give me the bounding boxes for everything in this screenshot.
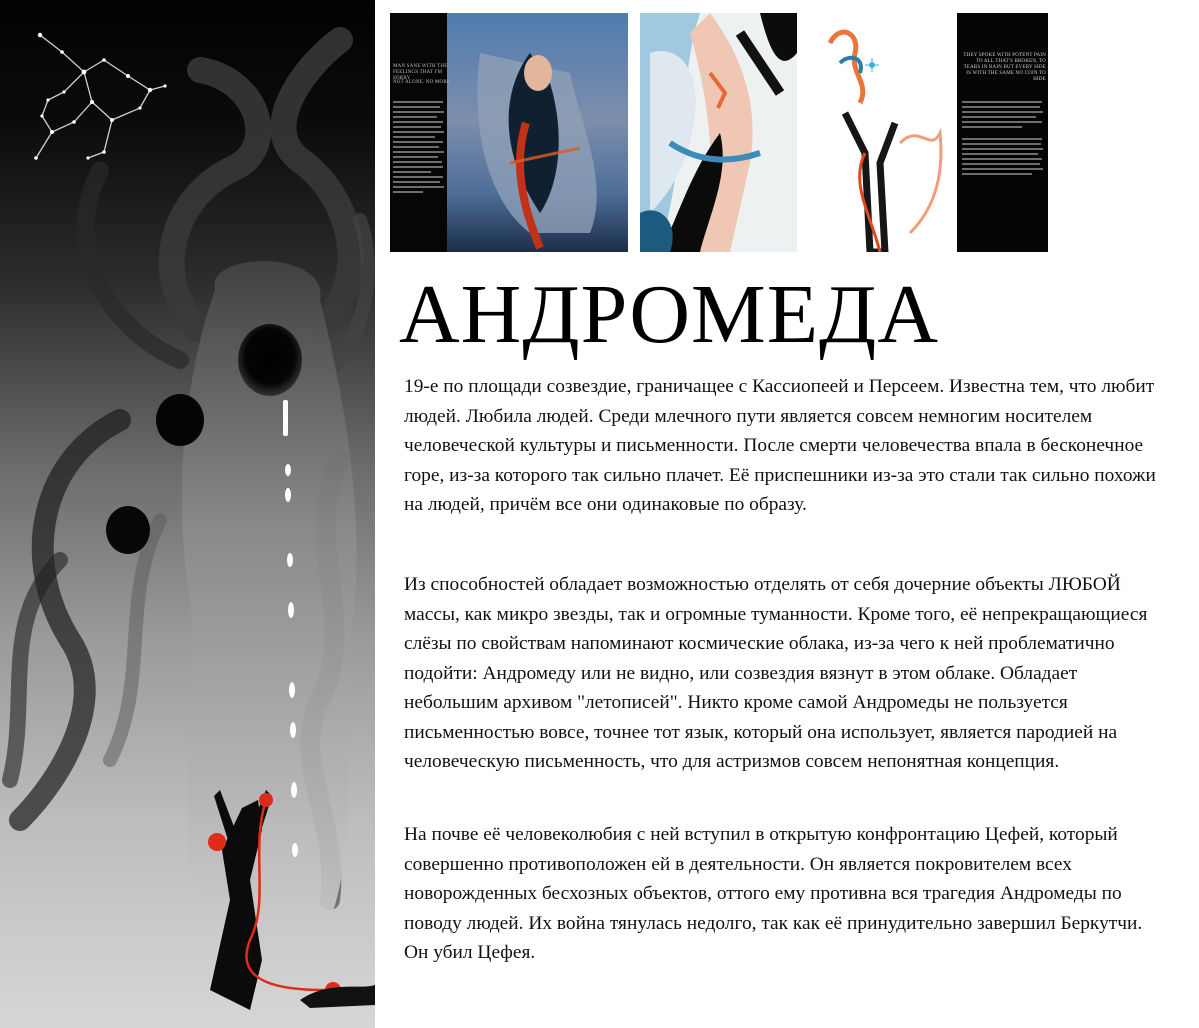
dark-orb bbox=[106, 506, 150, 554]
page-text-lines bbox=[962, 101, 1044, 178]
dark-orb bbox=[156, 394, 204, 446]
thumbnail-reaching-hand bbox=[810, 13, 950, 252]
page-text-lines bbox=[393, 101, 445, 196]
andromeda-illustration bbox=[0, 0, 375, 1028]
page-caption: THEY SPOKE WITH POTENT PAIN TO ALL THAT'S BROKEN, TO TEARS IN RAIN BUT EVERY SIDE IS WITH THE SAME NO COIN TO HIDE bbox=[963, 53, 1046, 82]
conflict-paragraph: На почве её человеколюбия с ней вступил в открытую конфронтацию Цефей, который совершенно противоположен ей в деятельности. Он является покровителем всех новорожденных бесхозных объектов, оттого ему противна вся трагедия Андромеды по поводу людей. Их война тянулась недолго, так как её принудительно завершил Беркутчи. Он убил Цефея. bbox=[404, 824, 1143, 963]
description-paragraph: 19-е по площади созвездие, граничащее с Кассиопеей и Персеем. Известна тем, что любит людей. Любила людей. Среди млечного пути является совсем немногим носителем человеческой культуры и письменности. После смерти человечества впала в бесконечное горе, из-за которого так сильно плачет. Её приспешники из-за это стали так сильно похожи на людей, причём все они одинаковые по образу. bbox=[404, 376, 1156, 515]
illustration-art bbox=[0, 0, 375, 1028]
page-caption: MAN SANE WITH THE FEELINGS THAT I'M SORRY bbox=[393, 64, 448, 81]
abilities-paragraph: Из способностей обладает возможностью отделять от себя дочерние объекты ЛЮБОЙ массы, как микро звезды, так и огромные туманности. Кроме того, её непрекращающиеся слёзы по свойствам напоминают космические облака, из-за чего к ней проблематично подойти: Андромеду или не видно, или созвездия вязнут в этом облаке. Обладает небольшим архивом "летописей". Никто кроме самой Андромеды не пользуется письменностью вовсе, точнее тот язык, который она использует, является пародией на человеческую письменность, что для астризмов совсем непонятная концепция. bbox=[404, 574, 1148, 772]
thumbnail-book-spread bbox=[390, 13, 628, 252]
page-title: АНДРОМЕДА bbox=[399, 268, 939, 361]
thumbnail-hands-painting bbox=[640, 13, 797, 252]
head-hole bbox=[238, 324, 302, 396]
thumbnail-text-page bbox=[957, 13, 1048, 252]
page-caption: NOT ALONE. NO MORE bbox=[393, 80, 451, 85]
constellation-icon bbox=[36, 35, 165, 158]
